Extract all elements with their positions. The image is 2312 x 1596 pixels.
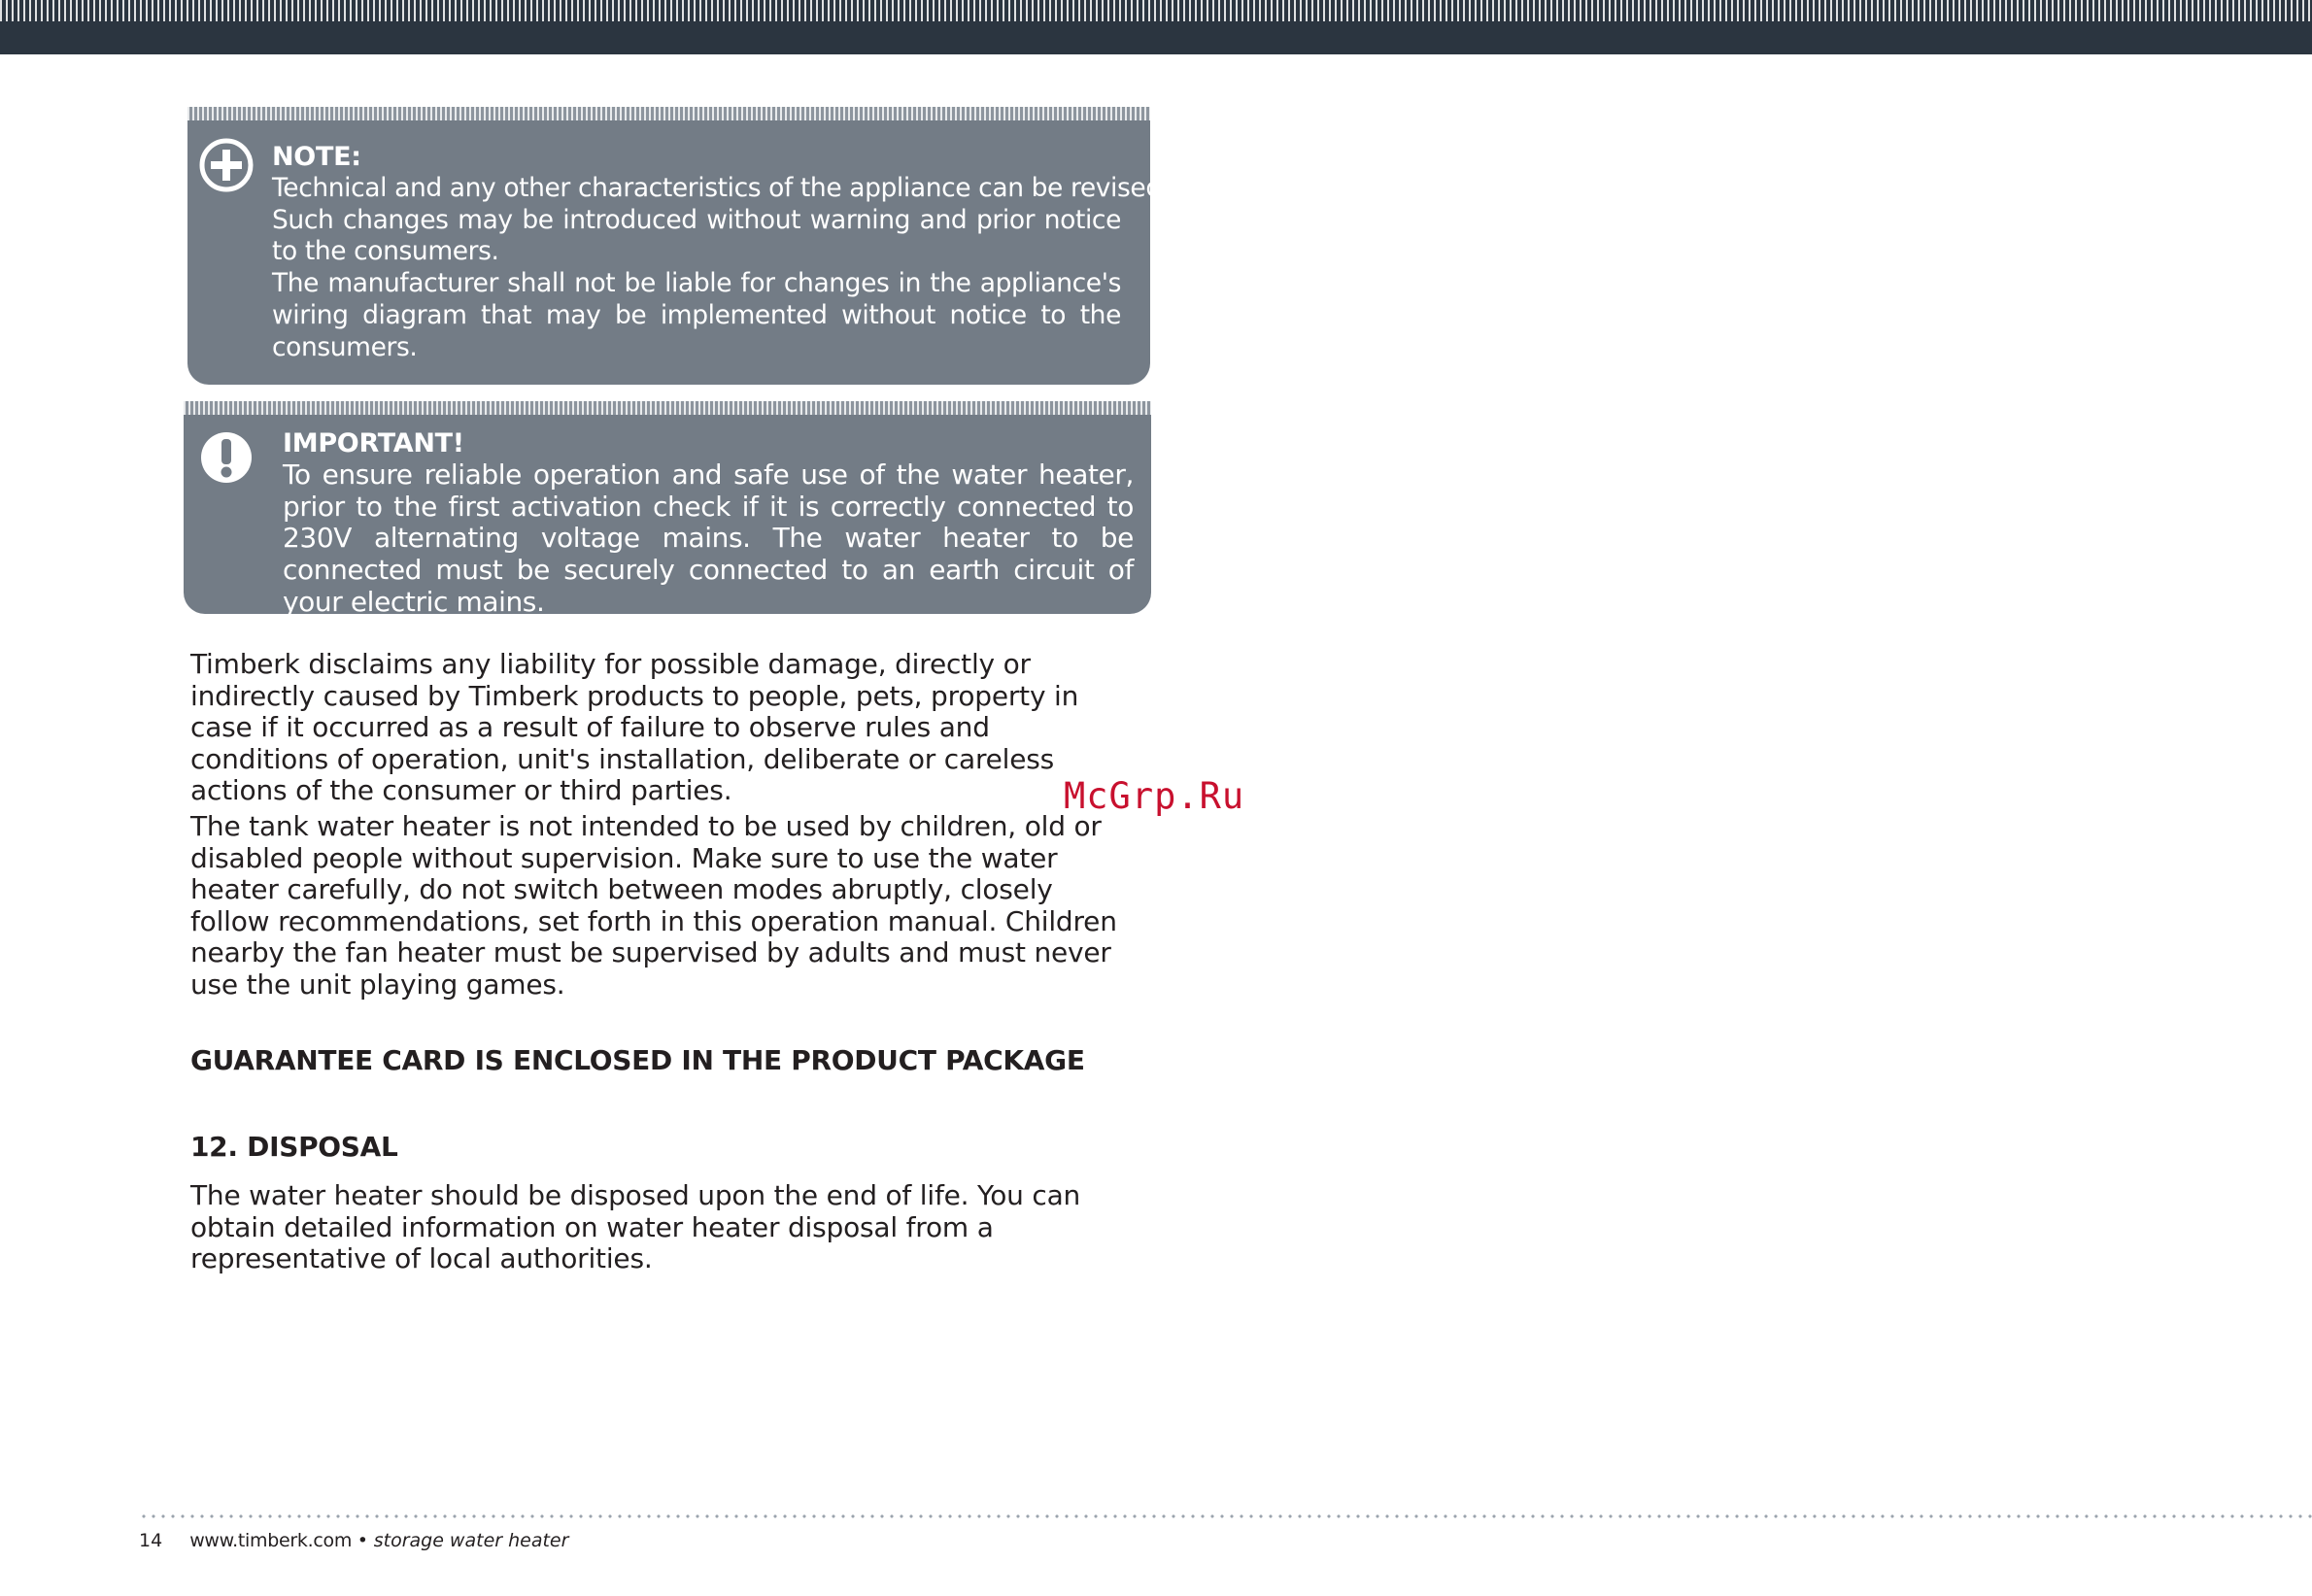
plus-circle-icon — [199, 138, 254, 192]
note-line-1: Technical and any other characteristics of the appliance can be revised. — [272, 173, 1170, 203]
note-text — [272, 173, 1170, 363]
footer — [139, 1530, 568, 1551]
footer-dotted-line — [139, 1514, 2312, 1518]
watermark: McGrp.Ru — [1064, 775, 1245, 817]
important-title: IMPORTANT! — [283, 428, 464, 458]
note-line-3: The manufacturer shall not be liable for changes in the appliance's wiring diagram that may be implemented without notice to the consumers. — [272, 268, 1121, 362]
note-title: NOTE: — [272, 142, 361, 172]
liability-paragraph: Timberk disclaims any liability for possible damage, directly or indirectly caused by Timberk products to people, pets, property in case if it occurred as a result of failure to observe rules and conditions of operation, unit's installation, deliberate or careless actions of the consumer or third parties. — [190, 648, 1079, 806]
note-line-2: Such changes may be introduced without warning and prior notice to the consumers. — [272, 204, 1121, 267]
footer-site-block — [189, 1530, 568, 1551]
important-box-hatch — [184, 401, 1151, 415]
important-text: To ensure reliable operation and safe use of the water heater, prior to the first activation check if it is correctly connected to 230V alternating voltage mains. The water heater to be connected must be securely connected to an earth circuit of your electric mains. — [283, 458, 1134, 618]
exclamation-circle-icon — [199, 430, 254, 485]
page-number: 14 — [139, 1530, 163, 1551]
note-box — [187, 107, 1170, 385]
note-box-hatch — [187, 107, 1150, 120]
top-banner — [0, 0, 2312, 54]
children-paragraph: The tank water heater is not intended to be used by children, old or disabled people without supervision. Make sure to use the water heater carefully, do not switch between modes abruptly, closely follow recommendations, set forth in this operation manual. Children nearby the fan heater must be supervised by adults and must never use the unit playing games. — [190, 810, 1117, 1001]
disposal-paragraph: The water heater should be disposed upon the end of life. You can obtain detailed information on water heater disposal from a representative of local authorities. — [190, 1179, 1081, 1274]
important-box — [184, 401, 1151, 618]
top-banner-stripes — [0, 0, 2312, 21]
footer-site: www.timberk.com • — [189, 1530, 368, 1551]
disposal-heading: 12. DISPOSAL — [190, 1131, 398, 1163]
footer-subtitle: storage water heater — [373, 1530, 569, 1551]
guarantee-heading: GUARANTEE CARD IS ENCLOSED IN THE PRODUCT PACKAGE — [190, 1044, 1085, 1076]
